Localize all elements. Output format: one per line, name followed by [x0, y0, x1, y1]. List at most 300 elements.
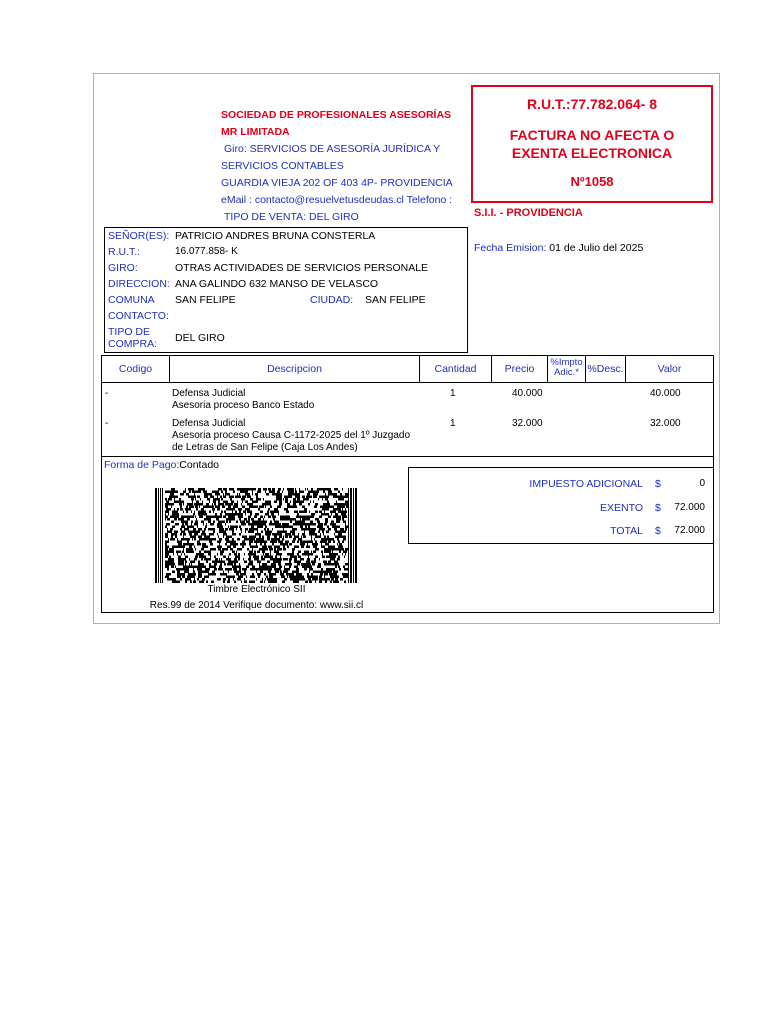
barcode-module — [274, 501, 277, 504]
barcode-module — [251, 536, 254, 539]
barcode-module — [167, 518, 170, 521]
barcode-module — [324, 573, 325, 576]
barcode-module — [217, 546, 220, 549]
barcode-module — [338, 511, 341, 514]
barcode-module — [206, 506, 208, 509]
barcode-module — [233, 576, 234, 579]
barcode-module — [283, 518, 285, 521]
barcode-module — [263, 523, 264, 526]
barcode-module — [327, 571, 328, 574]
barcode-module — [276, 508, 278, 511]
barcode-module — [246, 566, 249, 569]
barcode-module — [277, 498, 278, 501]
barcode-module — [339, 551, 340, 554]
client-senor-value: PATRICIO ANDRES BRUNA CONSTERLA — [175, 230, 376, 242]
barcode-module — [293, 491, 294, 494]
barcode-module — [168, 551, 170, 554]
barcode-module — [234, 566, 235, 569]
client-comuna-label: COMUNA — [108, 294, 155, 306]
barcode-module — [337, 543, 338, 546]
barcode-module — [256, 578, 257, 581]
barcode-module — [332, 551, 333, 554]
barcode-module — [202, 501, 203, 504]
barcode-module — [308, 551, 309, 554]
barcode-module — [308, 516, 311, 519]
barcode-module — [183, 511, 184, 514]
barcode-module — [302, 523, 304, 526]
client-ciudad-label: CIUDAD: — [310, 294, 354, 306]
barcode-module — [240, 491, 241, 494]
barcode-module — [272, 493, 273, 496]
barcode-module — [302, 516, 305, 519]
barcode-module — [266, 576, 267, 579]
barcode-module — [290, 556, 293, 559]
barcode-module — [301, 536, 302, 539]
barcode-module — [301, 516, 302, 519]
barcode-module — [282, 491, 283, 494]
barcode-module — [229, 568, 232, 571]
barcode-module — [167, 536, 168, 539]
barcode-module — [287, 541, 289, 544]
barcode-module — [301, 576, 304, 579]
barcode-module — [242, 541, 245, 544]
barcode-module — [245, 508, 247, 511]
barcode-module — [343, 548, 344, 551]
barcode-module — [252, 581, 253, 584]
barcode-module — [333, 516, 336, 519]
barcode-module — [283, 523, 284, 526]
barcode-module — [270, 541, 271, 544]
barcode-module — [283, 558, 286, 561]
barcode-module — [240, 543, 243, 546]
barcode-module — [225, 501, 228, 504]
barcode-module — [171, 561, 174, 564]
barcode-module — [203, 556, 204, 559]
barcode-module — [340, 551, 341, 554]
barcode-module — [232, 566, 234, 569]
barcode-module — [307, 543, 308, 546]
barcode-module — [266, 548, 268, 551]
barcode-module — [323, 513, 326, 516]
barcode-module — [200, 551, 201, 554]
barcode-module — [328, 516, 331, 519]
barcode-module — [334, 488, 337, 491]
barcode-module — [245, 531, 246, 534]
barcode-module — [234, 533, 235, 536]
barcode-module — [296, 523, 299, 526]
barcode-module — [326, 548, 328, 551]
barcode-module — [337, 526, 339, 529]
barcode-module — [253, 573, 254, 576]
barcode-module — [284, 523, 286, 526]
barcode-module — [267, 511, 269, 514]
barcode-module — [243, 536, 246, 539]
barcode-module — [251, 518, 254, 521]
barcode-module — [324, 551, 327, 554]
barcode-module — [243, 521, 245, 524]
barcode-module — [209, 568, 210, 571]
barcode-module — [326, 518, 328, 521]
barcode-module — [211, 566, 212, 569]
barcode-module — [335, 496, 336, 499]
barcode-module — [208, 498, 210, 501]
barcode-module — [230, 561, 233, 564]
barcode-module — [332, 538, 333, 541]
barcode-module — [327, 538, 329, 541]
barcode-module — [312, 561, 313, 564]
barcode-module — [345, 528, 347, 531]
barcode-module — [345, 501, 348, 504]
barcode-module — [185, 521, 187, 524]
barcode-module — [180, 528, 182, 531]
barcode-module — [315, 503, 318, 506]
barcode-module — [165, 546, 167, 549]
barcode-module — [206, 581, 208, 584]
barcode-module — [277, 568, 279, 571]
barcode-module — [227, 563, 230, 566]
barcode-module — [311, 576, 313, 579]
barcode-module — [273, 558, 276, 561]
barcode-module — [250, 541, 253, 544]
barcode-module — [292, 541, 295, 544]
barcode-module — [272, 528, 273, 531]
barcode-module — [167, 566, 169, 569]
barcode-module — [286, 571, 288, 574]
barcode-module — [274, 538, 277, 541]
barcode-module — [194, 493, 195, 496]
barcode-module — [194, 511, 195, 514]
barcode-module — [186, 543, 189, 546]
barcode-module — [302, 558, 304, 561]
barcode-module — [328, 493, 330, 496]
barcode-module — [308, 556, 309, 559]
barcode-module — [182, 508, 183, 511]
barcode-module — [273, 518, 274, 521]
client-direccion-value: ANA GALINDO 632 MANSO DE VELASCO — [175, 278, 379, 290]
barcode-module — [251, 498, 253, 501]
barcode-module — [336, 496, 337, 499]
barcode-module — [243, 543, 244, 546]
barcode-module — [209, 536, 210, 539]
barcode-module — [269, 576, 271, 579]
barcode-module — [201, 558, 203, 561]
barcode-module — [240, 573, 243, 576]
barcode-module — [320, 528, 322, 531]
barcode-module — [275, 536, 277, 539]
barcode-module — [338, 556, 340, 559]
barcode-module — [287, 563, 289, 566]
barcode-module — [169, 496, 172, 499]
barcode-module — [330, 511, 332, 514]
barcode-module — [261, 558, 262, 561]
barcode-module — [328, 528, 330, 531]
barcode-module — [277, 496, 279, 499]
barcode-module — [313, 528, 316, 531]
barcode-module — [309, 568, 310, 571]
barcode-module — [236, 573, 238, 576]
barcode-module — [280, 541, 282, 544]
barcode-module — [268, 501, 271, 504]
barcode-module — [276, 553, 277, 556]
barcode-module — [170, 558, 173, 561]
barcode-module — [260, 571, 263, 574]
barcode-module — [345, 521, 346, 524]
barcode-module — [196, 508, 198, 511]
barcode-module — [190, 551, 191, 554]
barcode-module — [229, 518, 232, 521]
barcode-module — [180, 543, 182, 546]
barcode-module — [239, 563, 240, 566]
row2-codigo: - — [105, 418, 109, 429]
barcode-module — [287, 546, 288, 549]
barcode-module — [262, 511, 263, 514]
barcode-module — [304, 523, 307, 526]
payment-method — [104, 459, 219, 471]
barcode-module — [259, 548, 262, 551]
barcode-module — [319, 516, 322, 519]
barcode-module — [293, 501, 294, 504]
barcode-module — [338, 546, 339, 549]
barcode-module — [201, 548, 202, 551]
barcode-module — [261, 556, 263, 559]
barcode-module — [318, 498, 319, 501]
barcode-module — [344, 556, 345, 559]
barcode-module — [302, 506, 305, 509]
barcode-module — [345, 568, 348, 571]
barcode-module — [336, 501, 337, 504]
header-valor: Valor — [657, 363, 682, 375]
barcode-module — [255, 528, 256, 531]
barcode-module — [283, 488, 284, 491]
barcode-module — [247, 508, 250, 511]
row2-valor: 32.000 — [650, 418, 681, 429]
barcode-module — [264, 528, 266, 531]
barcode-module — [257, 491, 259, 494]
barcode-module — [291, 563, 292, 566]
barcode-module — [325, 573, 328, 576]
barcode-module — [335, 578, 338, 581]
barcode-module — [333, 581, 336, 584]
barcode-module — [202, 556, 203, 559]
barcode-module — [286, 558, 287, 561]
barcode-module — [326, 563, 327, 566]
barcode-module — [170, 493, 173, 496]
barcode-module — [165, 536, 167, 539]
barcode-module — [245, 513, 246, 516]
barcode-module — [316, 533, 317, 536]
barcode-module — [186, 493, 189, 496]
barcode-module — [218, 541, 221, 544]
barcode-module — [313, 513, 315, 516]
barcode-module — [303, 578, 305, 581]
barcode-module — [198, 491, 201, 494]
barcode-module — [315, 581, 316, 584]
barcode-module — [342, 541, 344, 544]
barcode-module — [319, 581, 322, 584]
barcode-module — [296, 568, 299, 571]
barcode-module — [325, 543, 326, 546]
barcode-module — [185, 571, 188, 574]
barcode-module — [271, 556, 273, 559]
barcode-module — [197, 541, 200, 544]
client-tipo-value: DEL GIRO — [175, 332, 225, 344]
barcode-module — [213, 523, 214, 526]
barcode-module — [307, 518, 310, 521]
barcode-module — [299, 498, 300, 501]
barcode-module — [187, 576, 189, 579]
barcode-module — [169, 491, 170, 494]
barcode-module — [203, 491, 206, 494]
barcode-module — [217, 533, 218, 536]
barcode-module — [183, 536, 184, 539]
barcode-module — [298, 551, 301, 554]
barcode-module — [287, 516, 290, 519]
barcode-module — [306, 496, 307, 499]
barcode-module — [278, 531, 280, 534]
barcode-module — [250, 488, 251, 491]
barcode-module — [304, 508, 305, 511]
barcode-module — [296, 536, 297, 539]
barcode-module — [197, 531, 200, 534]
barcode-module — [279, 526, 282, 529]
barcode-module — [188, 508, 189, 511]
client-senor-label: SEÑOR(ES): — [108, 230, 170, 242]
barcode-module — [306, 553, 307, 556]
barcode-module — [219, 561, 222, 564]
barcode-module — [185, 556, 186, 559]
electronic-stamp-barcode — [155, 488, 358, 583]
barcode-module — [268, 581, 271, 584]
barcode-module — [230, 526, 233, 529]
barcode-module — [186, 561, 187, 564]
barcode-module — [224, 531, 226, 534]
barcode-module — [170, 516, 173, 519]
barcode-module — [345, 523, 346, 526]
barcode-module — [195, 548, 196, 551]
barcode-module — [170, 538, 173, 541]
barcode-module — [174, 508, 175, 511]
barcode-module — [277, 546, 280, 549]
barcode-module — [313, 491, 316, 494]
barcode-module — [283, 528, 284, 531]
barcode-module — [214, 561, 217, 564]
barcode-module — [171, 566, 174, 569]
row1-cantidad: 1 — [450, 388, 456, 399]
barcode-module — [197, 526, 198, 529]
barcode-module — [249, 536, 251, 539]
barcode-module — [301, 528, 302, 531]
barcode-module — [278, 488, 281, 491]
barcode-module — [339, 568, 340, 571]
barcode-module — [175, 513, 177, 516]
barcode-module — [239, 493, 240, 496]
barcode-module — [178, 551, 181, 554]
barcode-module — [276, 578, 277, 581]
barcode-module — [196, 501, 199, 504]
barcode-module — [180, 533, 182, 536]
barcode-module — [214, 503, 216, 506]
barcode-module — [296, 573, 298, 576]
barcode-module — [254, 501, 256, 504]
barcode-module — [264, 573, 266, 576]
barcode-module — [325, 578, 327, 581]
barcode-module — [195, 581, 196, 584]
barcode-module — [258, 488, 261, 491]
barcode-module — [175, 566, 176, 569]
issuer-block — [221, 107, 461, 226]
barcode-module — [272, 488, 275, 491]
barcode-module — [309, 496, 312, 499]
barcode-module — [282, 541, 283, 544]
barcode-module — [264, 568, 266, 571]
barcode-module — [281, 576, 282, 579]
barcode-module — [193, 581, 195, 584]
barcode-module — [319, 496, 321, 499]
barcode-module — [212, 538, 215, 541]
barcode-module — [304, 568, 307, 571]
barcode-module — [263, 498, 264, 501]
barcode-module — [204, 488, 205, 491]
barcode-module — [284, 508, 285, 511]
barcode-module — [343, 513, 346, 516]
document-type-box — [471, 85, 713, 203]
barcode-module — [204, 571, 206, 574]
barcode-module — [174, 498, 175, 501]
barcode-module — [297, 563, 300, 566]
client-direccion-label: DIRECCION: — [108, 278, 170, 290]
barcode-module — [331, 571, 332, 574]
barcode-module — [259, 536, 261, 539]
barcode-module — [193, 536, 196, 539]
barcode-module — [309, 581, 312, 584]
barcode-module — [172, 563, 175, 566]
barcode-module — [316, 491, 318, 494]
barcode-module — [239, 518, 241, 521]
barcode-module — [234, 503, 235, 506]
barcode-module — [211, 506, 214, 509]
barcode-module — [170, 551, 172, 554]
barcode-module — [250, 551, 253, 554]
barcode-module — [268, 531, 270, 534]
barcode-module — [204, 528, 206, 531]
barcode-module — [191, 531, 194, 534]
barcode-module — [309, 571, 310, 574]
barcode-module — [185, 538, 186, 541]
barcode-module — [259, 491, 260, 494]
barcode-module — [305, 498, 308, 501]
barcode-module — [244, 553, 245, 556]
barcode-module — [274, 551, 277, 554]
barcode-module — [258, 576, 260, 579]
barcode-module — [250, 556, 251, 559]
barcode-module — [324, 541, 327, 544]
barcode-module — [321, 551, 323, 554]
barcode-module — [237, 548, 239, 551]
barcode-module — [219, 548, 221, 551]
barcode-module — [271, 513, 274, 516]
barcode-module — [307, 563, 310, 566]
barcode-module — [201, 521, 203, 524]
barcode-module — [194, 561, 195, 564]
barcode-guard-bar — [353, 488, 354, 583]
barcode-module — [199, 538, 202, 541]
barcode-module — [258, 533, 261, 536]
barcode-module — [209, 566, 211, 569]
barcode-module — [270, 521, 272, 524]
barcode-module — [313, 561, 316, 564]
barcode-module — [205, 568, 207, 571]
barcode-module — [249, 493, 250, 496]
